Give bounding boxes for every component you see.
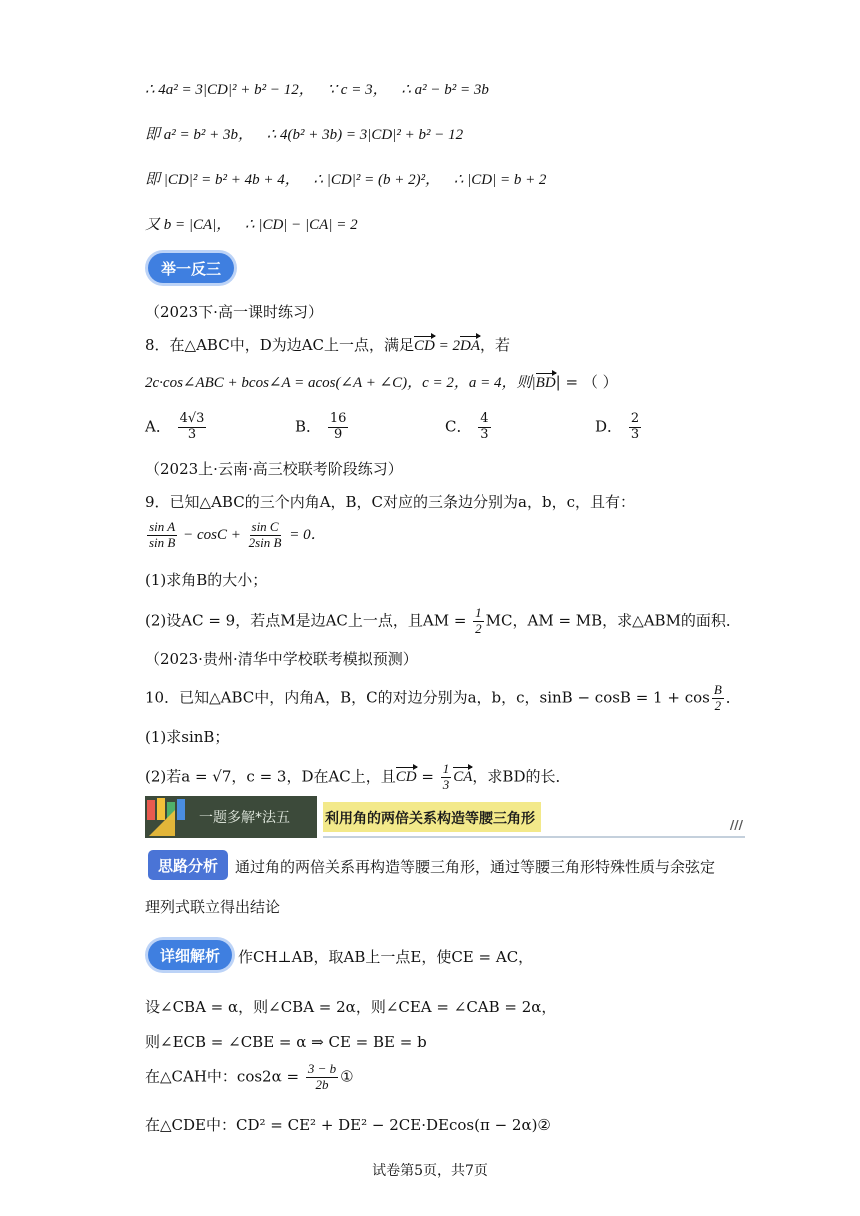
vector-ca: CA: [453, 769, 473, 786]
detail-line: 作CH⊥AB，取AB上一点E，使CE = AC，: [238, 948, 534, 966]
fraction-numerator: sin A: [149, 519, 176, 534]
equals-text: =: [416, 767, 439, 786]
fraction-numerator: 1: [475, 605, 482, 620]
q8-option-b[interactable]: [295, 412, 350, 443]
solution-line-1: [145, 78, 489, 99]
vector-cd: CD: [395, 769, 417, 786]
fraction-numerator: sin C: [251, 519, 279, 534]
option-denominator: 3: [630, 426, 640, 442]
fraction-denominator: sin B: [149, 534, 176, 550]
equation-text: 即 a² = b² + 3b，: [145, 127, 253, 143]
q8-source: （2023下·高一课时练习）: [145, 303, 323, 321]
equation-text: ∴ |CD|² = (b + 2)²，: [313, 172, 441, 188]
q10-stem-text: ．: [725, 688, 741, 707]
q9-part2-text: (2)设AC = 9，若点M是边AC上一点，且AM =: [145, 611, 472, 630]
fraction-denominator: 3: [442, 776, 450, 792]
q9-part1: (1)求角B的大小；: [145, 571, 268, 589]
option-numerator: 4√3: [179, 411, 205, 426]
analysis-text: 通过角的两倍关系再构造等腰三角形，通过等腰三角形特殊性质与余弦定: [235, 858, 716, 876]
q8-option-c[interactable]: [445, 412, 493, 443]
detail-badge-label: 详细解析: [159, 946, 220, 965]
solution-line-4: [145, 213, 358, 234]
option-numerator: 16: [329, 411, 347, 426]
q8-option-d[interactable]: [595, 412, 643, 443]
detail-line: 则∠ECB = ∠CBE = α ⇒ CE = BE = b: [145, 1033, 427, 1051]
analysis-badge: [148, 850, 228, 880]
q8-stem-text: ，若: [480, 336, 511, 354]
q9-equation: [145, 520, 326, 551]
equation-text: 即 |CD|² = b² + 4b + 4，: [145, 172, 300, 188]
q10-source: （2023·贵州·清华中学校联考模拟预测）: [145, 650, 418, 668]
option-denominator: 3: [187, 426, 197, 442]
detail-line-cos: [145, 1062, 354, 1093]
q10-stem: [145, 683, 741, 714]
banner-method-title: 利用角的两倍关系构造等腰三角形: [325, 811, 535, 827]
equation-text: ∴ |CD| − |CA| = 2: [245, 217, 358, 233]
page-footer: 试卷第5页，共7页: [372, 1163, 488, 1179]
solution-line-2: [145, 123, 463, 144]
fraction-denominator: 2: [475, 620, 482, 636]
banner-method-label: 一题多解*法五: [199, 810, 290, 826]
practice-badge: [148, 253, 234, 283]
equation-text: ∵ c = 3，: [327, 82, 388, 98]
equation-text: ∴ 4a² = 3|CD|² + b² − 12，: [145, 82, 314, 98]
option-numerator: 2: [630, 411, 640, 426]
equation-text: ∴ 4(b² + 3b) = 3|CD|² + b² − 12: [266, 127, 464, 143]
analysis-text: 理列式联立得出结论: [145, 898, 281, 916]
q8-condition-text: 2c·cos∠ABC + bcos∠A = acos(∠A + ∠C)，c = 2，a = 4，则|: [145, 375, 536, 391]
q9-stem: 9．已知△ABC的三个内角A，B，C对应的三条边分别为a，b，c，且有：: [145, 493, 635, 511]
q10-part2-text: (2)若a = √7，c = 3，D在AC上，且: [145, 767, 396, 786]
detail-text: 在△CAH中：cos2α =: [145, 1067, 304, 1086]
fraction-denominator: 2sin B: [248, 534, 282, 550]
detail-line: 在△CDE中：CD² = CE² + DE² − 2CE·DEcos(π − 2α)②: [145, 1116, 551, 1134]
analysis-badge-label: 思路分析: [157, 856, 218, 875]
detail-line: 设∠CBA = α，则∠CBA = 2α，则∠CEA = ∠CAB = 2α，: [145, 998, 557, 1016]
q8-option-a[interactable]: [145, 412, 208, 443]
q10-part1: (1)求sinB；: [145, 728, 230, 746]
equation-text: ∴ |CD| = b + 2: [453, 172, 547, 188]
fraction-numerator: B: [713, 682, 722, 697]
vector-bd: BD: [535, 375, 556, 391]
equation-text: − cosC +: [179, 526, 245, 543]
q10-part2-text: ，求BD的长．: [472, 767, 571, 786]
banner-decoration: ///: [729, 818, 743, 832]
q8-answer-blank: | = （ ）: [555, 373, 618, 391]
solution-line-3: [145, 168, 546, 189]
option-numerator: 4: [480, 411, 489, 426]
vector-da: DA: [460, 338, 480, 354]
fraction-denominator: 2b: [315, 1076, 329, 1092]
equation-text: ∴ a² − b² = 3b: [401, 82, 489, 98]
fraction-numerator: 1: [442, 761, 450, 776]
fraction-denominator: 2: [714, 697, 722, 713]
equation-text: = 0．: [285, 526, 326, 543]
option-label: B．: [295, 417, 322, 436]
vector-cd: CD: [414, 338, 435, 354]
q8-stem-text: 8．在△ABC中，D为边AC上一点，满足: [145, 336, 415, 354]
option-denominator: 9: [333, 426, 343, 442]
method-banner: [145, 796, 745, 838]
q8-stem-line2: [145, 371, 618, 392]
option-label: C．: [445, 417, 472, 436]
q10-stem-text: 10．已知△ABC中，内角A，B，C的对边分别为a，b，c，sinB − cosB = 1 + cos: [145, 688, 710, 707]
equals-text: = 2: [434, 338, 460, 354]
q8-stem-line1: [145, 334, 510, 355]
option-label: A．: [145, 417, 171, 436]
practice-badge-label: 举一反三: [160, 259, 221, 278]
fraction-numerator: 3 − b: [307, 1061, 337, 1076]
q10-part2: [145, 762, 570, 793]
option-denominator: 3: [480, 426, 489, 442]
circled-number: ①: [340, 1067, 354, 1086]
option-label: D．: [595, 417, 623, 436]
equation-text: 又 b = |CA|，: [145, 217, 232, 233]
detail-badge: [148, 940, 232, 970]
q9-part2: [145, 606, 741, 637]
q9-source: （2023上·云南·高三校联考阶段练习）: [145, 460, 403, 478]
q9-part2-text: MC，AM = MB，求△ABM的面积．: [485, 611, 741, 630]
